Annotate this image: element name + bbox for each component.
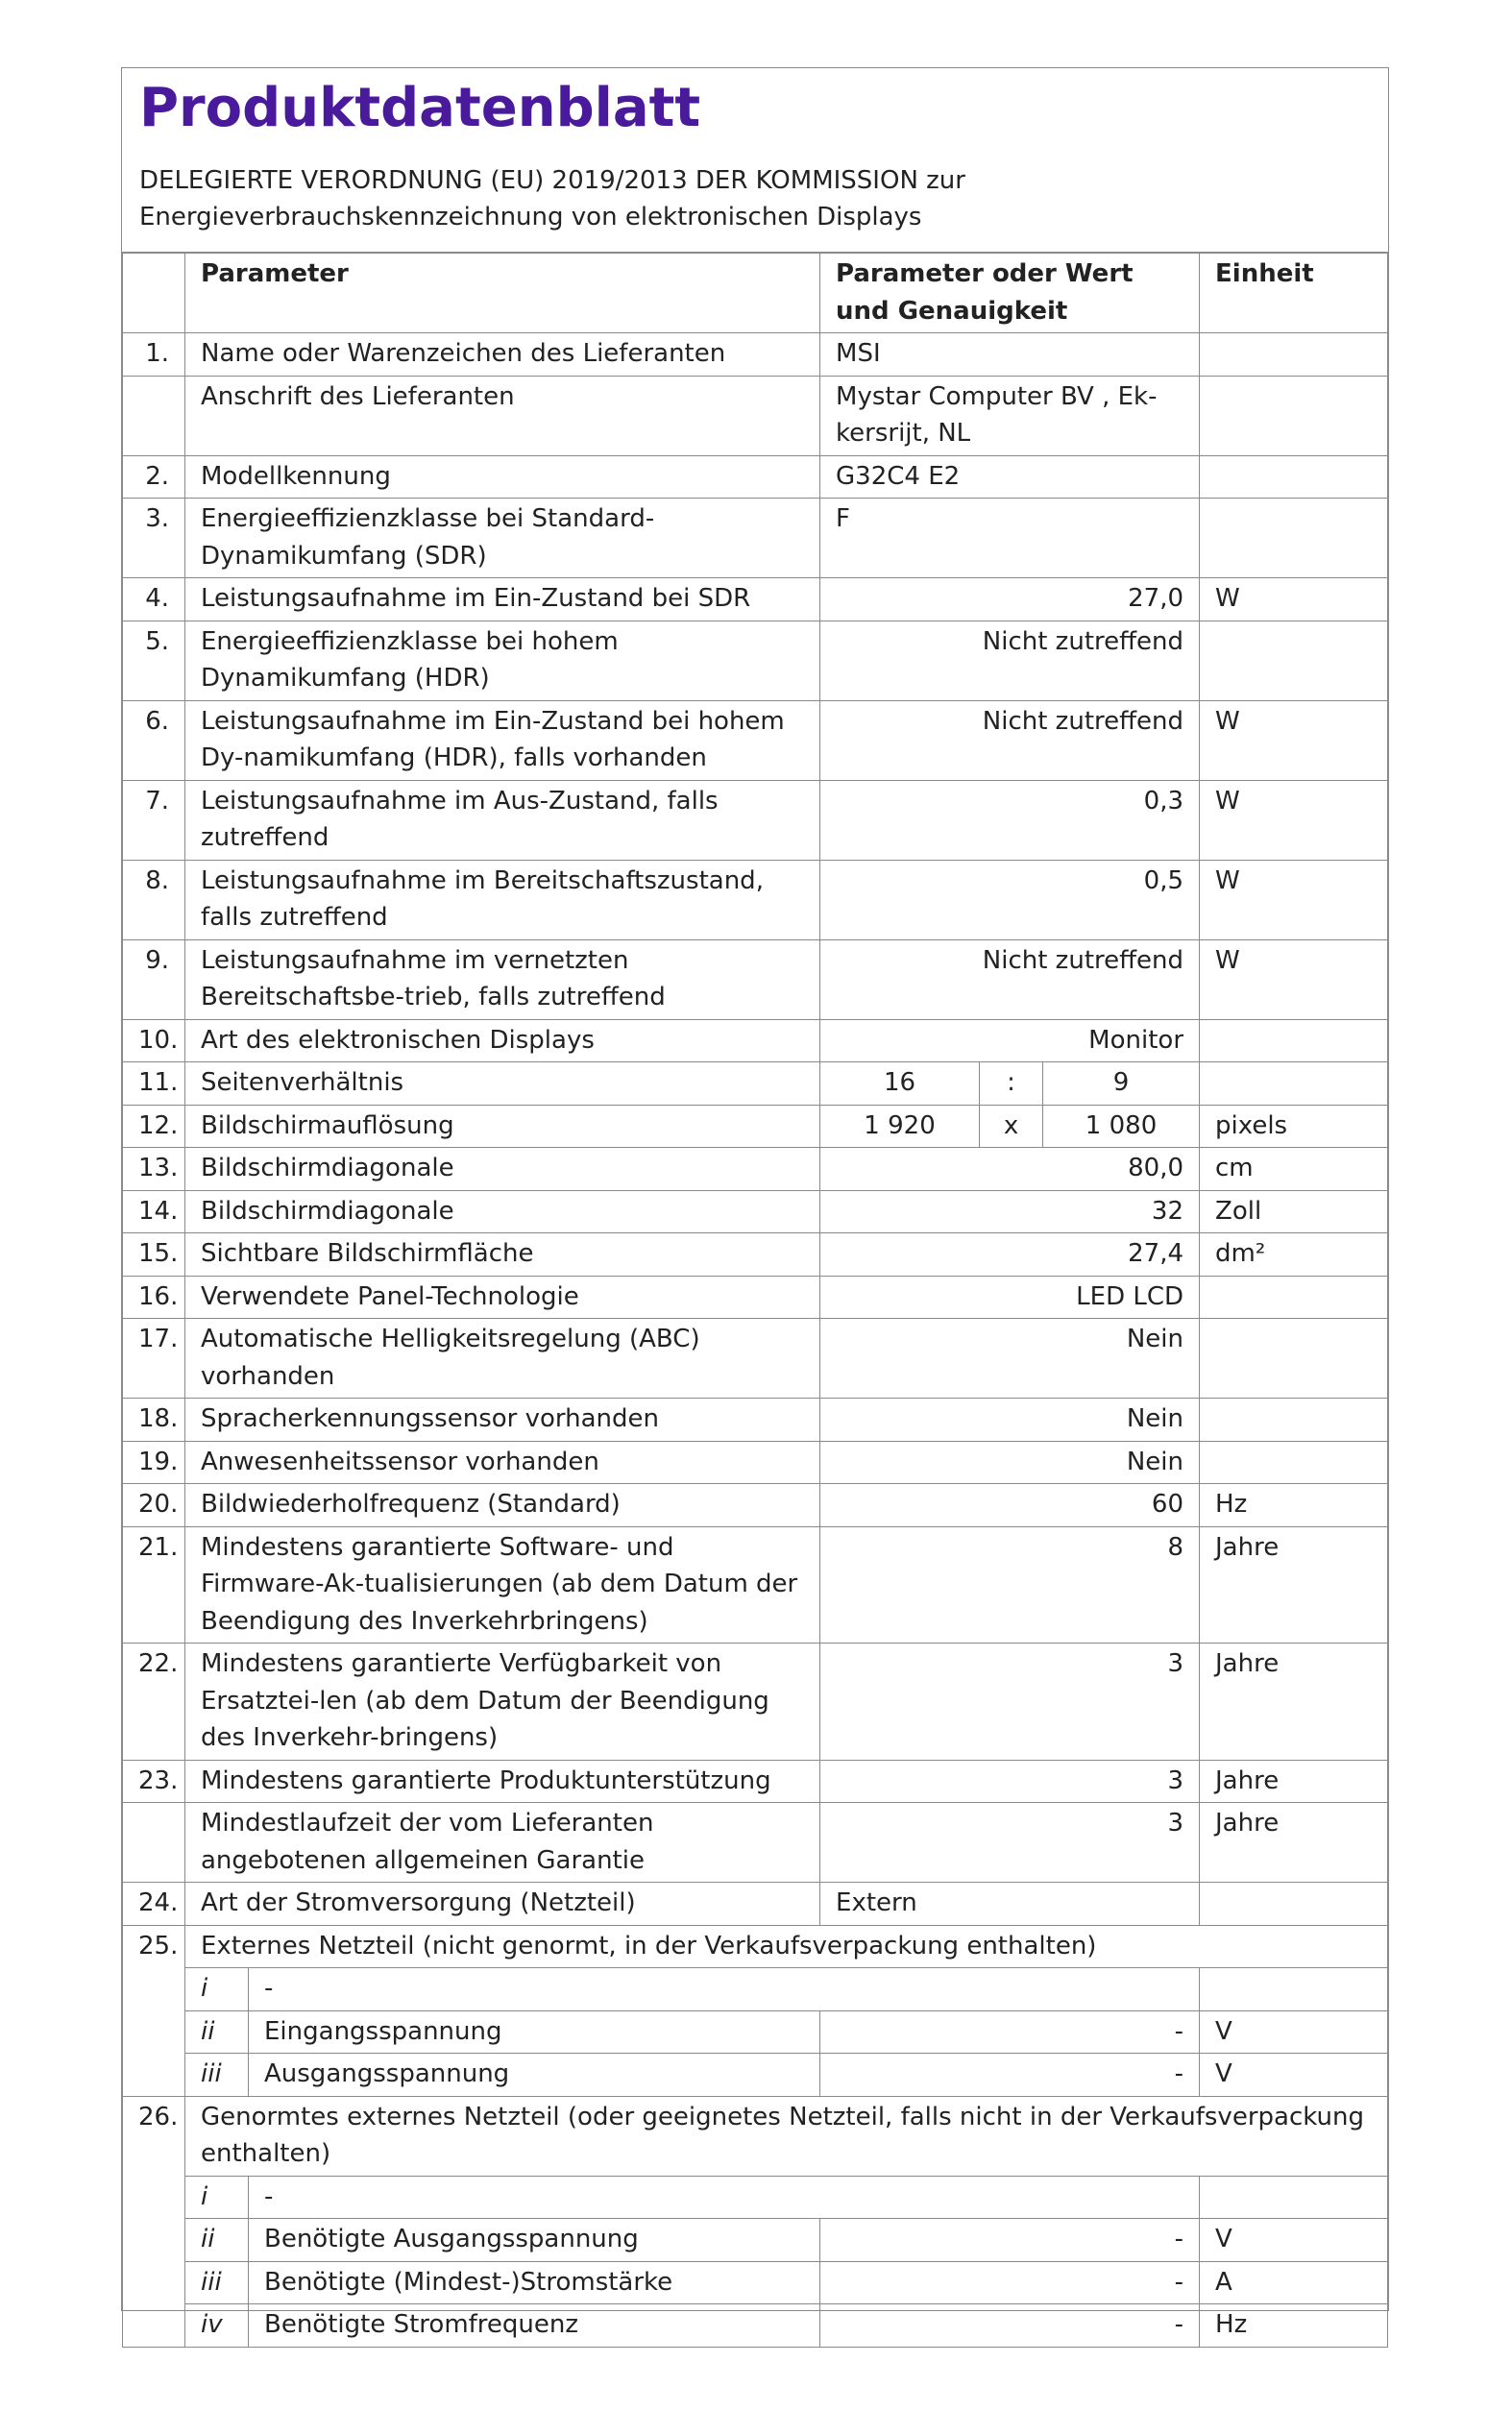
- parameter-name: Anschrift des Lieferanten: [185, 376, 820, 455]
- parameter-value: 27,0: [820, 578, 1200, 621]
- table-row: [123, 1319, 1388, 1399]
- table-header-row: [123, 254, 1388, 333]
- row-number: 11.: [123, 1062, 185, 1106]
- value-part-a: 1 920: [820, 1105, 980, 1148]
- row-number: 13.: [123, 1148, 185, 1191]
- sub-label: iii: [185, 2054, 249, 2097]
- parameter-value: G32C4 E2: [820, 455, 1200, 499]
- parameter-name: Bildschirmauflösung: [185, 1105, 820, 1148]
- table-row: [123, 1105, 1388, 1148]
- parameter-value: 60: [820, 1484, 1200, 1527]
- parameter-name: Energieeffizienzklasse bei Standard-Dynamikumfang (SDR): [185, 499, 820, 578]
- parameter-value: Nicht zutreffend: [820, 700, 1200, 780]
- table-row: [123, 1276, 1388, 1319]
- parameter-unit: Jahre: [1200, 1803, 1388, 1883]
- parameter-value: 0,3: [820, 780, 1200, 860]
- table-row: [123, 1148, 1388, 1191]
- sub-unit: A: [1200, 2261, 1388, 2304]
- parameter-value: Nein: [820, 1319, 1200, 1399]
- parameter-unit: Zoll: [1200, 1190, 1388, 1233]
- parameter-name: Externes Netzteil (nicht genormt, in der Verkaufsverpackung enthalten): [185, 1925, 1388, 1968]
- parameter-value: 3: [820, 1644, 1200, 1761]
- sub-label: i: [185, 2176, 249, 2219]
- sub-unit: V: [1200, 2054, 1388, 2097]
- row-number: 22.: [123, 1644, 185, 1761]
- table-row: [123, 1760, 1388, 1803]
- parameter-unit: [1200, 1441, 1388, 1484]
- sub-label: ii: [185, 2010, 249, 2054]
- parameter-value: Extern: [820, 1883, 1200, 1926]
- parameter-value: 3: [820, 1803, 1200, 1883]
- value-part-a: 16: [820, 1062, 980, 1106]
- product-data-sheet: [121, 67, 1389, 2339]
- parameter-name: Modellkennung: [185, 455, 820, 499]
- parameter-name: Leistungsaufnahme im Bereitschaftszustand, falls zutreffend: [185, 860, 820, 939]
- parameter-unit: Jahre: [1200, 1760, 1388, 1803]
- row-number: 7.: [123, 780, 185, 860]
- header-value: Parameter oder Wert und Genauigkeit: [820, 254, 1200, 333]
- parameter-name: Leistungsaufnahme im vernetzten Bereitschaftsbe-trieb, falls zutreffend: [185, 939, 820, 1019]
- table-row: [123, 939, 1388, 1019]
- sub-value: -: [820, 2054, 1200, 2097]
- table-row: [123, 376, 1388, 455]
- parameter-unit: [1200, 1319, 1388, 1399]
- parameter-value: 8: [820, 1526, 1200, 1644]
- row-number: 12.: [123, 1105, 185, 1148]
- sub-label: iii: [185, 2261, 249, 2304]
- parameter-name: Leistungsaufnahme im Ein-Zustand bei SDR: [185, 578, 820, 621]
- parameter-table: [122, 253, 1388, 2348]
- sub-row: [123, 2219, 1388, 2262]
- sub-unit: V: [1200, 2219, 1388, 2262]
- parameter-unit: W: [1200, 578, 1388, 621]
- parameter-unit: Hz: [1200, 1484, 1388, 1527]
- parameter-name: Verwendete Panel-Technologie: [185, 1276, 820, 1319]
- parameter-name: Bildschirmdiagonale: [185, 1148, 820, 1191]
- parameter-value: 32: [820, 1190, 1200, 1233]
- sub-row: [123, 1968, 1388, 2011]
- parameter-value: Nicht zutreffend: [820, 621, 1200, 700]
- sub-value: -: [820, 2261, 1200, 2304]
- parameter-name: Sichtbare Bildschirmfläche: [185, 1233, 820, 1277]
- table-row: [123, 780, 1388, 860]
- parameter-name: Mindestens garantierte Software- und Firmware-Ak-tualisierungen (ab dem Datum der Beendigung des Inverkehrbringens): [185, 1526, 820, 1644]
- table-row: [123, 455, 1388, 499]
- parameter-unit: W: [1200, 700, 1388, 780]
- parameter-unit: [1200, 1883, 1388, 1926]
- parameter-unit: [1200, 1019, 1388, 1062]
- row-number: 1.: [123, 333, 185, 377]
- parameter-name: Mindestens garantierte Verfügbarkeit von Ersatztei-len (ab dem Datum der Beendigung des Inverkehr-bringens): [185, 1644, 820, 1761]
- parameter-unit: cm: [1200, 1148, 1388, 1191]
- row-number: 20.: [123, 1484, 185, 1527]
- row-number: 3.: [123, 499, 185, 578]
- sub-value: -: [820, 2219, 1200, 2262]
- row-number: 2.: [123, 455, 185, 499]
- parameter-unit: [1200, 333, 1388, 377]
- page-title: Produktdatenblatt: [139, 77, 701, 139]
- parameter-name: Genormtes externes Netzteil (oder geeignetes Netzteil, falls nicht in der Verkaufsverpackung enthalten): [185, 2096, 1388, 2176]
- header-unit: Einheit: [1200, 254, 1388, 333]
- row-number: 18.: [123, 1399, 185, 1442]
- sub-text: -: [249, 1968, 1200, 2011]
- table-row: [123, 1803, 1388, 1883]
- sub-row: [123, 2304, 1388, 2348]
- row-number: 16.: [123, 1276, 185, 1319]
- table-row: [123, 1399, 1388, 1442]
- sub-text: Ausgangsspannung: [249, 2054, 820, 2097]
- row-number: 10.: [123, 1019, 185, 1062]
- table-row: [123, 1526, 1388, 1644]
- table-row: [123, 700, 1388, 780]
- table-row: [123, 1019, 1388, 1062]
- row-number: [123, 1803, 185, 1883]
- value-part-b: 9: [1043, 1062, 1200, 1106]
- table-row: [123, 621, 1388, 700]
- parameter-unit: [1200, 376, 1388, 455]
- sub-text: Benötigte (Mindest-)Stromstärke: [249, 2261, 820, 2304]
- parameter-unit: Jahre: [1200, 1644, 1388, 1761]
- parameter-name: Anwesenheitssensor vorhanden: [185, 1441, 820, 1484]
- table-row: [123, 1233, 1388, 1277]
- parameter-name: Seitenverhältnis: [185, 1062, 820, 1106]
- row-number: 25.: [123, 1925, 185, 2096]
- row-number: 21.: [123, 1526, 185, 1644]
- sub-unit: V: [1200, 2010, 1388, 2054]
- standard-psu-26-row: [123, 2096, 1388, 2176]
- table-row: [123, 1190, 1388, 1233]
- parameter-value: Monitor: [820, 1019, 1200, 1062]
- parameter-value: 80,0: [820, 1148, 1200, 1191]
- table-row: [123, 860, 1388, 939]
- parameter-unit: Jahre: [1200, 1526, 1388, 1644]
- table-row: [123, 499, 1388, 578]
- parameter-value: 27,4: [820, 1233, 1200, 1277]
- header-num-cell: [123, 254, 185, 333]
- parameter-value: 0,5: [820, 860, 1200, 939]
- sub-unit: [1200, 2176, 1388, 2219]
- row-number: 14.: [123, 1190, 185, 1233]
- table-row: [123, 1484, 1388, 1527]
- sub-label: iv: [185, 2304, 249, 2348]
- table-row: [123, 333, 1388, 377]
- parameter-name: Energieeffizienzklasse bei hohem Dynamikumfang (HDR): [185, 621, 820, 700]
- parameter-unit: W: [1200, 860, 1388, 939]
- table-row: [123, 578, 1388, 621]
- parameter-name: Mindestens garantierte Produktunterstützung: [185, 1760, 820, 1803]
- row-number: 4.: [123, 578, 185, 621]
- row-number: 5.: [123, 621, 185, 700]
- parameter-unit: W: [1200, 939, 1388, 1019]
- parameter-unit: pixels: [1200, 1105, 1388, 1148]
- parameter-name: Art des elektronischen Displays: [185, 1019, 820, 1062]
- value-part-b: 1 080: [1043, 1105, 1200, 1148]
- sub-unit: [1200, 1968, 1388, 2011]
- parameter-value: Mystar Computer BV , Ek-kersrijt, NL: [820, 376, 1200, 455]
- row-number: [123, 376, 185, 455]
- parameter-unit: W: [1200, 780, 1388, 860]
- row-number: 23.: [123, 1760, 185, 1803]
- row-number: 6.: [123, 700, 185, 780]
- parameter-unit: [1200, 621, 1388, 700]
- parameter-unit: [1200, 455, 1388, 499]
- regulation-subtitle: [139, 162, 1371, 235]
- sub-text: -: [249, 2176, 1200, 2219]
- parameter-value: MSI: [820, 333, 1200, 377]
- sub-text: Eingangsspannung: [249, 2010, 820, 2054]
- parameter-name: Automatische Helligkeitsregelung (ABC) vorhanden: [185, 1319, 820, 1399]
- parameter-value: LED LCD: [820, 1276, 1200, 1319]
- parameter-name: Bildschirmdiagonale: [185, 1190, 820, 1233]
- parameter-name: Mindestlaufzeit der vom Lieferanten angebotenen allgemeinen Garantie: [185, 1803, 820, 1883]
- sub-row: [123, 2010, 1388, 2054]
- parameter-name: Bildwiederholfrequenz (Standard): [185, 1484, 820, 1527]
- header-parameter: Parameter: [185, 254, 820, 333]
- row-number: 15.: [123, 1233, 185, 1277]
- external-psu-25-row: [123, 1925, 1388, 1968]
- sub-row: [123, 2054, 1388, 2097]
- row-number: 26.: [123, 2096, 185, 2347]
- value-separator: :: [980, 1062, 1043, 1106]
- subtitle-line-1: DELEGIERTE VERORDNUNG (EU) 2019/2013 DER KOMMISSION zur: [139, 166, 965, 195]
- parameter-value: Nicht zutreffend: [820, 939, 1200, 1019]
- parameter-value: 3: [820, 1760, 1200, 1803]
- row-number: 9.: [123, 939, 185, 1019]
- sub-text: Benötigte Stromfrequenz: [249, 2304, 820, 2348]
- subtitle-line-2: Energieverbrauchskennzeichnung von elektronischen Displays: [139, 203, 922, 231]
- parameter-unit: [1200, 1062, 1388, 1106]
- parameter-unit: [1200, 499, 1388, 578]
- parameter-unit: [1200, 1399, 1388, 1442]
- parameter-value: F: [820, 499, 1200, 578]
- parameter-name: Name oder Warenzeichen des Lieferanten: [185, 333, 820, 377]
- sub-label: i: [185, 1968, 249, 2011]
- sub-value: -: [820, 2010, 1200, 2054]
- sheet-header: [122, 68, 1388, 253]
- parameter-name: Leistungsaufnahme im Aus-Zustand, falls zutreffend: [185, 780, 820, 860]
- parameter-name: Spracherkennungssensor vorhanden: [185, 1399, 820, 1442]
- table-row: [123, 1644, 1388, 1761]
- row-number: 8.: [123, 860, 185, 939]
- parameter-name: Art der Stromversorgung (Netzteil): [185, 1883, 820, 1926]
- value-separator: x: [980, 1105, 1043, 1148]
- sub-row: [123, 2176, 1388, 2219]
- table-row: [123, 1441, 1388, 1484]
- parameter-value: Nein: [820, 1399, 1200, 1442]
- row-number: 19.: [123, 1441, 185, 1484]
- row-number: 17.: [123, 1319, 185, 1399]
- sub-value: -: [820, 2304, 1200, 2348]
- table-row: [123, 1883, 1388, 1926]
- parameter-value: Nein: [820, 1441, 1200, 1484]
- parameter-unit: dm²: [1200, 1233, 1388, 1277]
- sub-text: Benötigte Ausgangsspannung: [249, 2219, 820, 2262]
- sub-unit: Hz: [1200, 2304, 1388, 2348]
- parameter-unit: [1200, 1276, 1388, 1319]
- sub-label: ii: [185, 2219, 249, 2262]
- sub-row: [123, 2261, 1388, 2304]
- row-number: 24.: [123, 1883, 185, 1926]
- parameter-name: Leistungsaufnahme im Ein-Zustand bei hohem Dy-namikumfang (HDR), falls vorhanden: [185, 700, 820, 780]
- table-row: [123, 1062, 1388, 1106]
